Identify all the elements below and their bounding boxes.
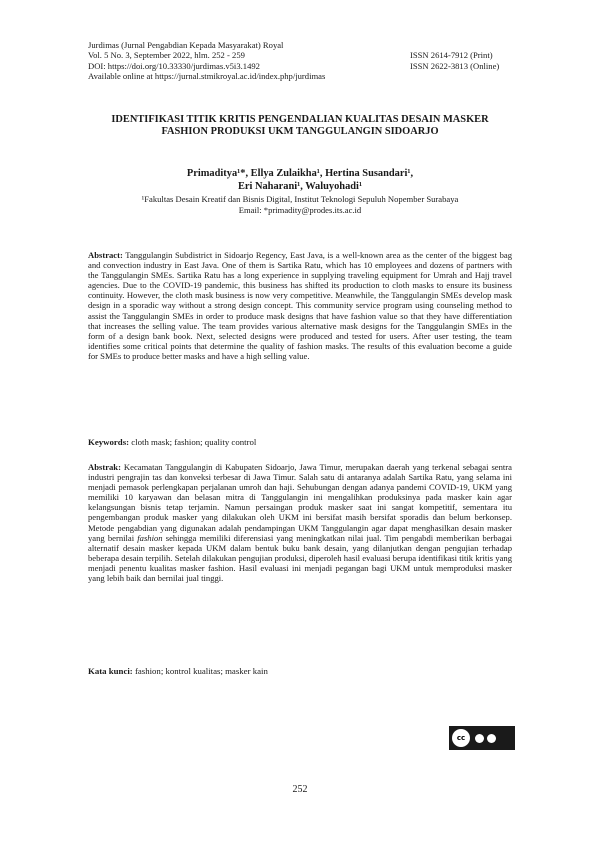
available-online-link[interactable]: Available online at https://jurnal.stmikroyal.ac.id/index.php/jurdimas: [88, 71, 326, 82]
abstrak-text-part-2: sehingga memiliki diferensiasi yang meningkatkan nilai jual. Tim pengabdi memberikan berbagai alternatif desain masker kepada UKM dalam bentuk buku bank desain, yang dilanjutkan dengan pengujian terhadap beberapa desain terpilih. Setelah dilakukan pengujian produksi, diperoleh hasil evaluasi berupa identifikasi titik kritis yang menjadi penentu kualitas masker fashion. Hasil evaluasi ini menjadi pegangan bagi UKM untuk memproduksi masker yang lebih baik dan bernilai jual tinggi.: [88, 532, 512, 584]
authors-line-2: Eri Naharani¹, Waluyohadi¹: [237, 180, 363, 192]
author-list: [88, 168, 512, 193]
authors-line-1: Primaditya¹*, Ellya Zulaikha¹, Hertina Susandari¹,: [186, 168, 414, 179]
page-number: 252: [292, 784, 308, 795]
keywords-text: cloth mask; fashion; quality control: [131, 437, 257, 447]
issn-print: ISSN 2614-7912 (Print): [410, 50, 493, 61]
abstract-label: Abstract:: [88, 250, 123, 260]
affiliation: [88, 194, 512, 215]
keywords-label: Keywords:: [88, 437, 130, 447]
paper-title: IDENTIFIKASI TITIK KRITIS PENGENDALIAN KUALITAS DESAIN MASKER FASHION PRODUKSI UKM TANGGULANGIN SIDOARJO: [111, 114, 489, 138]
keywords-english: [88, 437, 256, 447]
cc-attribution-icons: [475, 734, 496, 743]
keywords-indonesian: [88, 666, 268, 676]
abstract-text: Tanggulangin Subdistrict in Sidoarjo Regency, East Java, is a well-known area as the center of the biggest bag and convection industry in East Java. One of them is Sartika Ratu, which has 10 employees and dozens of partners with the Tanggulangin SMEs. Sartika Ratu has a long experience in supplying traveling equipment for Umrah and Hajj travel agencies. Due to the COVID-19 pandemic, this business has shifted its production to cloth masks to ensure its business continuity. However, the cloth mask business is now very competitive. Meanwhile, the Tanggulangin SMEs develop mask design in a sporadic way without a strong design concept. This community service program using counseling method to assist the Tanggulangin SMEs in order to produce mask designs that have fashion value so that they have differentiation that increases the selling value. The team provides various alternative mask designs for the Tanggulangin SMEs in the form of a design bank book. Next, selected designs were produced and tested for users. After user testing, the team identifies some critical points that determine the quality of fashion masks. The results of this evaluation become a guide for SMEs to produce better masks and have a high selling value.: [88, 250, 512, 361]
creative-commons-by-sa-icon: [449, 726, 515, 750]
volume-info: Vol. 5 No. 3, September 2022, hlm. 252 - 259: [88, 50, 245, 61]
kata-kunci-label: Kata kunci:: [88, 666, 133, 676]
abstrak-text-part-1: Kecamatan Tanggulangin di Kabupaten Sidoarjo, Jawa Timur, merupakan daerah yang terkenal sebagai sentra industri pengrajin tas dan konveksi terbesar di Jawa Timur. Salah satu di antaranya adalah Sartika Ratu, yang selama ini menjadi pemasok perlengkapan perjalanan umroh dan haji. Sehubungan dengan adanya pandemi COVID-19, UKM yang memiliki 10 karyawan dan belasan mitra di Tanggulangin ini mengalihkan produksinya pada masker kain agar kelangsungan bisnis tetap terjamin. Namun persaingan produk masker saat ini sangat kompetitif, sementara itu pengembangan produk masker yang dilakukan oleh UKM ini bersifat masih bersifat sporadis dan belum berkonsep. Metode pengabdian yang digunakan adalah pendampingan UKM Tanggulangin agar dapat menghasilkan desain masker yang bernilai: [88, 462, 512, 543]
author-email: Email: *primadity@prodes.its.ac.id: [238, 204, 362, 215]
journal-header: [88, 40, 528, 82]
journal-name: Jurdimas (Jurnal Pengabdian Kepada Masyarakat) Royal: [88, 40, 284, 50]
cc-circle-icon: cc: [452, 729, 470, 747]
affiliation-line: ¹Fakultas Desain Kreatif dan Bisnis Digital, Institut Teknologi Sepuluh Nopember Surabaya: [141, 194, 459, 204]
abstrak-label: Abstrak:: [88, 462, 121, 472]
abstrak-italic-term: fashion: [137, 532, 163, 543]
abstract-english: [88, 250, 512, 361]
doi-link[interactable]: DOI: https://doi.org/10.33330/jurdimas.v5i3.1492: [88, 60, 260, 71]
kata-kunci-text: fashion; kontrol kualitas; masker kain: [134, 666, 268, 676]
abstract-indonesian: [88, 462, 512, 583]
issn-online: ISSN 2622-3813 (Online): [410, 60, 500, 71]
